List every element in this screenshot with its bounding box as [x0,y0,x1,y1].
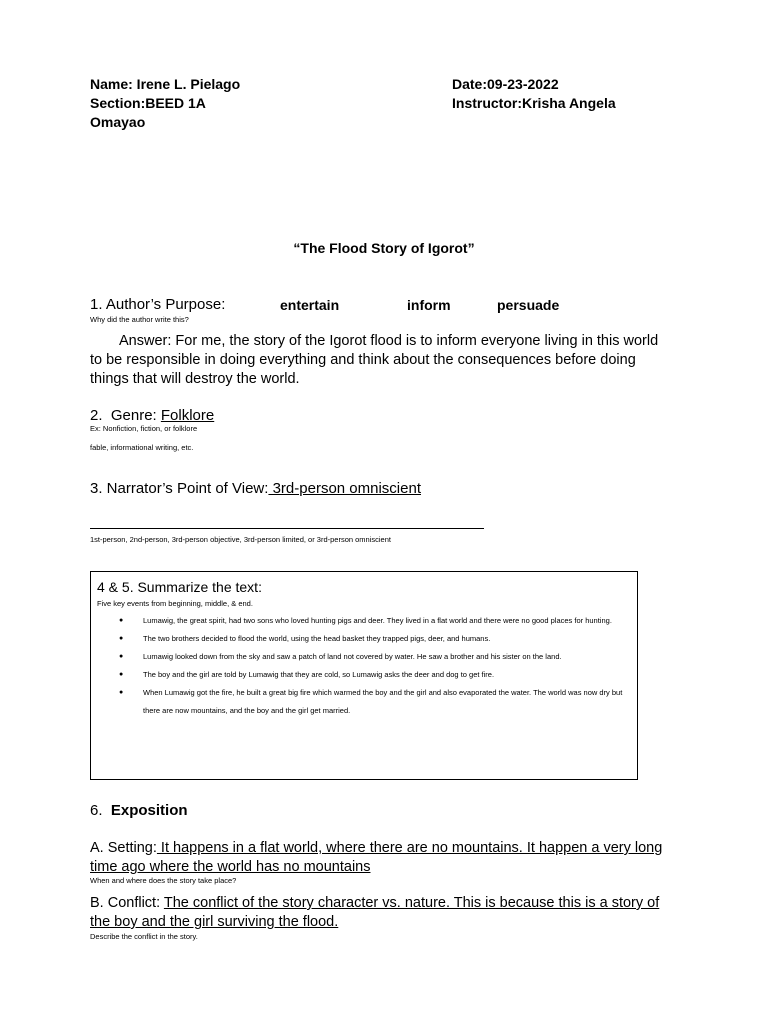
pov-value: 3rd-person omniscient [268,480,421,497]
purpose-option-persuade: persuade [497,297,560,313]
summary-item: ● The boy and the girl are told by Lumawig that they are cold, so Lumawig asks the deer and dog to get fire. [91,666,639,684]
setting-value: It happens in a flat world, where there are no mountains. It happen a very long time ago where the world has no mountains [90,840,663,875]
purpose-option-inform: inform [407,297,451,313]
summary-item: ● Lumawig looked down from the sky and saw a patch of land not covered by water. He saw a brother and his sister on the land. [91,648,639,666]
genre-row [90,407,214,424]
page-title: “The Flood Story of Igorot” [293,240,475,256]
purpose-hint: Why did the author write this? [90,315,189,324]
genre-hint-1: Ex: Nonfiction, fiction, or folklore [90,424,198,433]
setting-row [90,839,670,877]
summary-item: ● Lumawig, the great spirit, had two sons who loved hunting pigs and deer. They lived in a flat world and there were no good places for hunting. [91,612,639,630]
date: Date:09-23-2022 [452,76,559,92]
genre-label: 2. Genre: [90,407,161,424]
exposition-number: 6. [90,802,103,819]
bullet-icon: ● [119,617,124,624]
exposition-label: Exposition [110,802,188,819]
exposition-heading [90,802,188,819]
instructor-name: Instructor:Krisha Angela [452,95,616,111]
student-section: Section:BEED 1A [90,95,206,111]
summary-box [90,571,638,780]
summary-list [91,612,639,720]
conflict-row [90,894,670,932]
genre-value: Folklore [160,407,215,424]
pov-answer-line [90,528,484,529]
genre-hint-2: fable, informational writing, etc. [90,443,194,452]
student-name: Name: Irene L. Pielago [90,76,241,92]
purpose-option-entertain: entertain [280,297,340,313]
pov-hint: 1st-person, 2nd-person, 3rd-person objective, 3rd-person limited, or 3rd-person omniscient [90,535,391,544]
pov-label: 3. Narrator’s Point of View: [90,480,269,497]
conflict-value: The conflict of the story character vs. nature. This is because this is a story of the boy and the girl surviving the flood. [90,895,660,930]
setting-hint: When and where does the story take place? [90,876,237,885]
summary-title: 4 & 5. Summarize the text: [97,579,262,595]
conflict-label: B. Conflict: [90,895,161,911]
setting-label: A. Setting: [90,840,157,856]
conflict-hint: Describe the conflict in the story. [90,932,198,941]
summary-subtitle: Five key events from beginning, middle, & end. [97,599,253,608]
bullet-icon: ● [119,671,124,678]
summary-item: ● The two brothers decided to flood the world, using the head basket they trapped pigs, deer, and humans. [91,630,639,648]
instructor-name-continued: Omayao [90,114,146,130]
purpose-answer: Answer: For me, the story of the Igorot flood is to inform everyone living in this world to be responsible in doing everything and think about the consequences before doing things that will destroy the world. [90,333,659,387]
bullet-icon: ● [119,689,124,696]
bullet-icon: ● [119,653,124,660]
summary-item: ● When Lumawig got the fire, he built a great big fire which warmed the boy and the girl and also evaporated the water. The world was now dry but there are now mountains, and the boy and the girl get married. [91,684,639,720]
purpose-label: 1. Author’s Purpose: [90,296,226,313]
pov-row [90,480,421,497]
bullet-icon: ● [119,635,124,642]
